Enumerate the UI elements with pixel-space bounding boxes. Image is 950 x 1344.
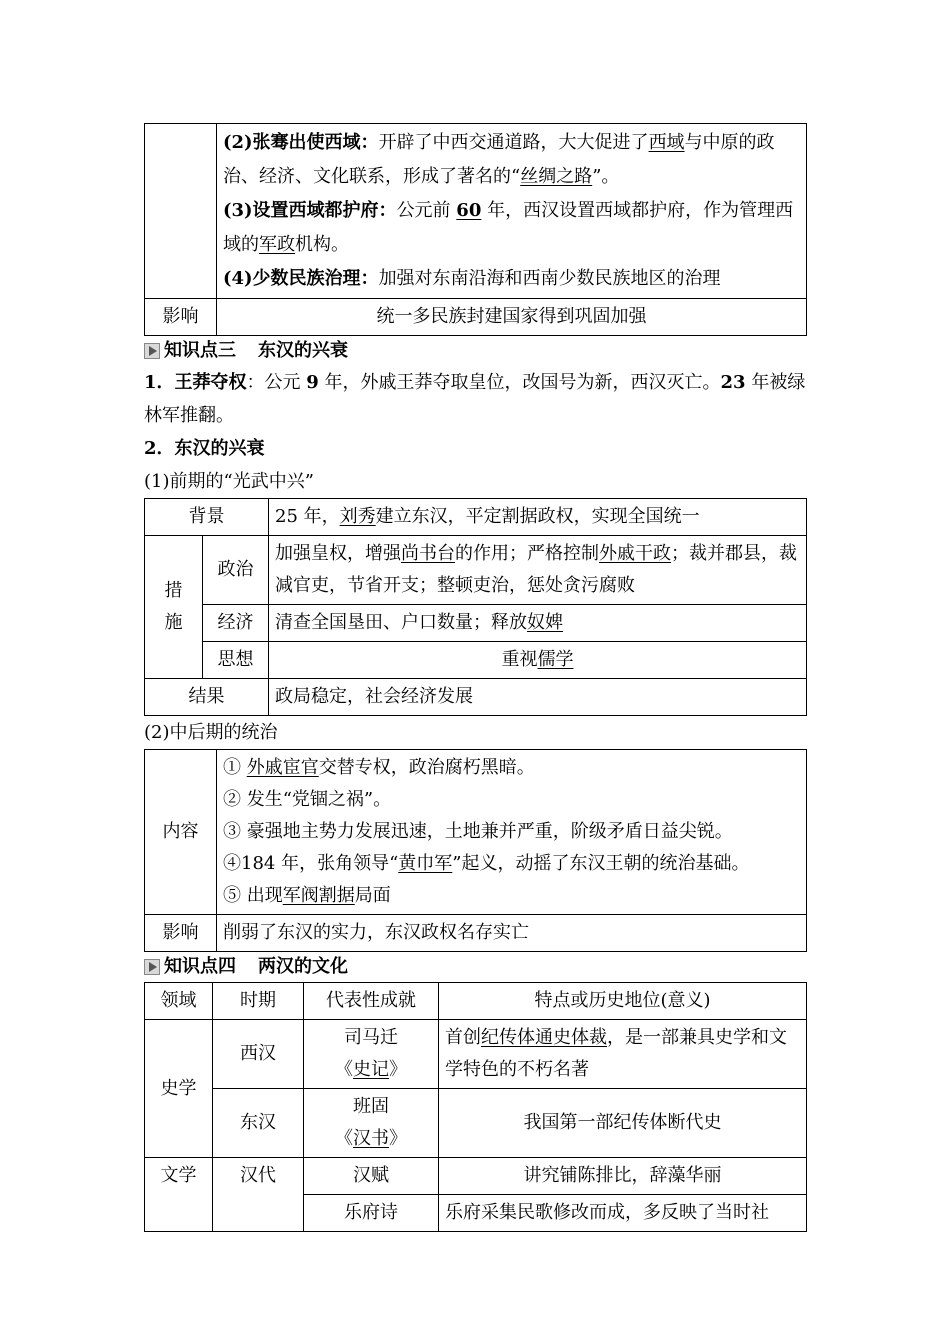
impact-label: 影响 (145, 299, 217, 336)
table-row (145, 679, 807, 716)
later-period-heading: (2)中后期的统治 (144, 722, 278, 743)
list-item: ② 发生“党锢之祸”。 (223, 789, 392, 810)
later-period-table (144, 749, 807, 952)
header-period: 时期 (213, 983, 304, 1020)
result-text: 政局稳定，社会经济发展 (269, 679, 807, 716)
economy-text: 清查全国垦田、户口数量；释放奴婢 (269, 605, 807, 642)
list-item: ⑤ 出现军阀割据局面 (223, 885, 391, 906)
header-field: 领域 (145, 983, 213, 1020)
list-item: ① 外戚宦官交替专权，政治腐朽黑暗。 (223, 757, 535, 778)
empty-label-cell (145, 124, 217, 299)
page (144, 123, 807, 1232)
table-row (145, 605, 807, 642)
header-achievement: 代表性成就 (304, 983, 439, 1020)
thought-text: 重视儒学 (269, 642, 807, 679)
table-row (145, 536, 807, 605)
triangle-bullet-icon (144, 343, 160, 359)
content-label: 内容 (145, 750, 217, 915)
table-row (145, 124, 807, 299)
background-label: 背景 (145, 499, 269, 536)
hanshu-cell: 班固 《汉书》 (304, 1089, 439, 1158)
han-dynasty-label: 汉代 (213, 1158, 304, 1232)
table-row (145, 1089, 807, 1158)
hanfu-cell: 汉赋 (304, 1158, 439, 1195)
minority-item: (4)少数民族治理：加强对东南沿海和西南少数民族地区的治理 (223, 268, 721, 289)
zhangqian-item: (2)张骞出使西域：开辟了中西交通道路，大大促进了西域与中原的政治、经济、文化联系，形成了著名的“丝绸之路”。 (223, 132, 775, 187)
measures-label: 措 施 (145, 536, 203, 679)
east-han-label: 东汉 (213, 1089, 304, 1158)
table-row (145, 915, 807, 952)
table-header-row (145, 983, 807, 1020)
impact-text: 削弱了东汉的实力，东汉政权名存实亡 (217, 915, 807, 952)
politics-text: 加强皇权，增强尚书台的作用；严格控制外戚干政；裁并郡县，裁减官吏，节省开支；整顿吏治，惩处贪污腐败 (269, 536, 807, 605)
culture-table (144, 982, 807, 1232)
list-item: ③ 豪强地主势力发展迅速，土地兼并严重，阶级矛盾日益尖锐。 (223, 821, 733, 842)
impact-label: 影响 (145, 915, 217, 952)
protectorate-item: (3)设置西域都护府：公元前 60 年，西汉设置西域都护府，作为管理西域的军政机构。 (223, 200, 794, 255)
west-han-label: 西汉 (213, 1020, 304, 1089)
table-row (145, 1158, 807, 1195)
history-label: 史学 (145, 1020, 213, 1158)
yuefu-cell: 乐府诗 (304, 1195, 439, 1232)
content-cell (217, 750, 807, 915)
wangmang-paragraph: 1．王莽夺权：公元 9 年，外戚王莽夺取皇位，改国号为新，西汉灭亡。23 年被绿林军推翻。 (144, 372, 806, 426)
triangle-bullet-icon (144, 959, 160, 975)
economy-label: 经济 (203, 605, 269, 642)
table-row (145, 1020, 807, 1089)
politics-label: 政治 (203, 536, 269, 605)
section-heading-3: 知识点三 东汉的兴衰 (144, 336, 807, 366)
table-row (145, 750, 807, 915)
guangwu-table (144, 498, 807, 716)
hanfu-desc: 讲究铺陈排比，辞藻华丽 (439, 1158, 807, 1195)
literature-label: 文学 (145, 1158, 213, 1232)
early-period-heading: (1)前期的“光武中兴” (144, 471, 314, 492)
table-row (145, 299, 807, 336)
shiji-cell: 司马迁 《史记》 (304, 1020, 439, 1089)
background-text: 25 年，刘秀建立东汉，平定割据政权，实现全国统一 (269, 499, 807, 536)
impact-text: 统一多民族封建国家得到巩固加强 (217, 299, 807, 336)
list-item: ④184 年，张角领导“黄巾军”起义，动摇了东汉王朝的统治基础。 (223, 853, 750, 874)
yuefu-desc: 乐府采集民歌修改而成，多反映了当时社 (439, 1195, 807, 1232)
east-han-heading: 2．东汉的兴衰 (144, 438, 265, 459)
result-label: 结果 (145, 679, 269, 716)
shiji-desc: 首创纪传体通史体裁，是一部兼具史学和文学特色的不朽名著 (439, 1020, 807, 1089)
section-heading-4: 知识点四 两汉的文化 (144, 952, 807, 982)
header-significance: 特点或历史地位(意义) (439, 983, 807, 1020)
hanshu-desc: 我国第一部纪传体断代史 (439, 1089, 807, 1158)
measures-cell (217, 124, 807, 299)
table-row (145, 642, 807, 679)
west-han-table-continued (144, 123, 807, 336)
table-row (145, 499, 807, 536)
thought-label: 思想 (203, 642, 269, 679)
